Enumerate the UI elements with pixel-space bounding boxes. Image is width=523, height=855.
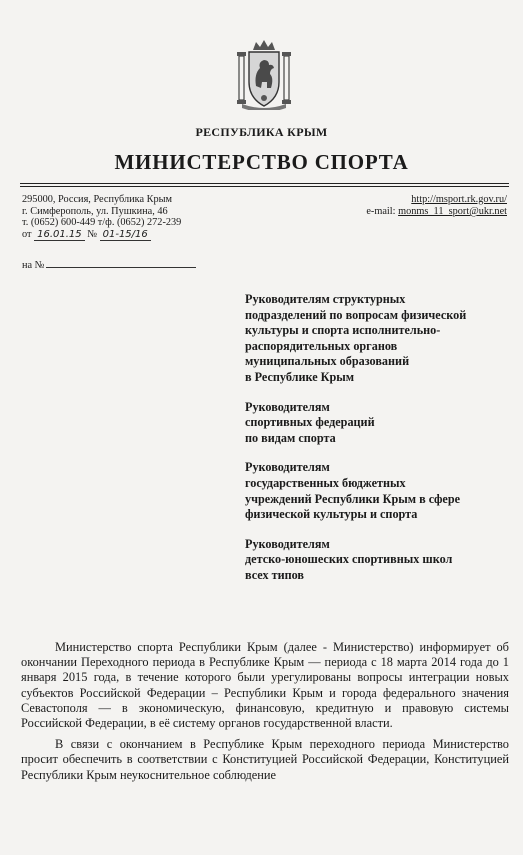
recipients-block: [245, 292, 520, 598]
address-line: 295000, Россия, Республика Крым: [22, 194, 173, 205]
recipient-item: Руководителям государственных бюджетных учреждений Республики Крым в сфере физической культуры и спорта: [245, 460, 461, 522]
address-line: г. Симферополь, ул. Пушкина, 46: [22, 205, 168, 217]
reply-reference-blank: [46, 267, 196, 268]
email-link[interactable]: monms_11_sport@ukr.net: [398, 206, 507, 217]
ref-prefix: от: [22, 228, 32, 240]
contact-block: [366, 194, 507, 218]
recipient-item: Руководителям структурных подразделений по вопросам физической культуры и спорта исполнительно- распорядительных органов муниципальных образований в Республике Крым: [245, 292, 467, 384]
reply-reference-label: на №: [22, 260, 45, 271]
crimea-coat-of-arms-icon: [236, 38, 292, 110]
ministry-title: МИНИСТЕРСТВО СПОРТА: [114, 150, 409, 174]
body-paragraph: Министерство спорта Республики Крым (далее - Министерство) информирует об окончании Переходного периода в Республике Крым — периода с 18 марта 2014 года до 1 января 2015 года, в течение которого были урегулированы вопросы интеграции новых субъектов Российской Федерации – Республики Крым и города федерального значения Севастополя — в экономическую, финансовую, кредитную и правовую системы Российской Федерации, в её систему органов государственной власти.: [21, 640, 509, 731]
header-divider-thin: [20, 186, 509, 187]
email-line: [366, 206, 507, 218]
ref-date: 16.01.15: [34, 230, 85, 241]
header-divider: [20, 183, 509, 184]
website-link[interactable]: http://msport.rk.gov.ru/: [411, 194, 507, 205]
letter-body: [21, 640, 509, 789]
outgoing-reference: [22, 229, 181, 241]
reply-reference: [22, 260, 196, 271]
ref-number: 01-15/16: [100, 230, 151, 241]
phone-line: т. (0652) 600-449 т/ф. (0652) 272-239: [22, 217, 182, 229]
recipient-item: Руководителям спортивных федераций по видам спорта: [245, 399, 375, 445]
email-label: e-mail:: [366, 206, 396, 217]
sender-address: [22, 194, 181, 241]
body-paragraph: В связи с окончанием в Республике Крым переходного периода Министерство просит обеспечить в соответствии с Конституцией Российской Федерации, Конституцией Республики Крым неукоснительное соблюдение: [21, 737, 509, 782]
republic-title: РЕСПУБЛИКА КРЫМ: [195, 125, 328, 139]
recipient-item: Руководителям детско-юношеских спортивных школ всех типов: [245, 536, 453, 582]
ref-number-label: №: [87, 228, 98, 240]
